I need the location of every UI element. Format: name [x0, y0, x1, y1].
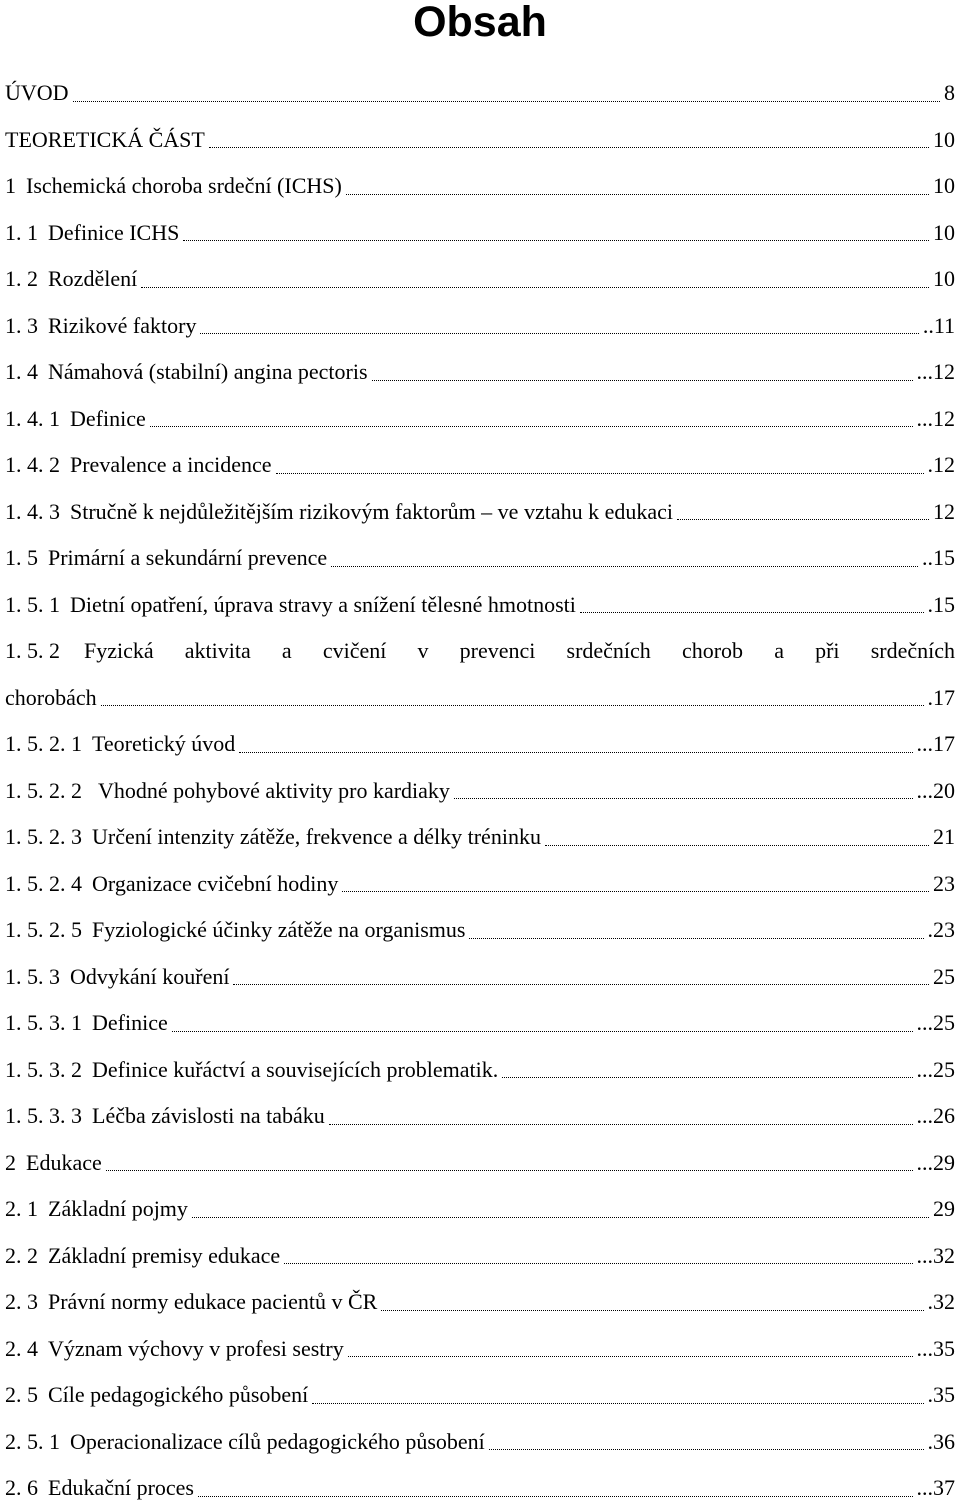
toc-entry[interactable] [5, 256, 955, 303]
toc-entry-number: 2. 5. 1 [5, 1428, 60, 1454]
toc-entry-page: 29 [933, 1196, 955, 1221]
toc-entry-page: 8 [944, 80, 955, 105]
toc-entry-number: 1. 3 [5, 312, 38, 338]
toc-entry-title: Ischemická choroba srdeční (ICHS) [26, 173, 342, 198]
toc-entry[interactable] [5, 1419, 955, 1466]
toc-entry-title: Rizikové faktory [48, 312, 197, 338]
dot-leader [329, 1124, 913, 1125]
toc-entry-title: Odvykání kouření [70, 963, 230, 989]
toc-entry-number: 1. 4. 3 [5, 498, 60, 524]
dot-leader [312, 1403, 923, 1404]
toc-entry-page: ...35 [916, 1335, 955, 1361]
toc-entry-title: Námahová (stabilní) angina pectoris [48, 359, 368, 384]
toc-entry-number: 1. 4. 1 [5, 405, 60, 431]
toc-entry-number: 1. 5. 2. 4 [5, 870, 82, 896]
toc-entry-page: .17 [927, 684, 955, 710]
toc-entry-title: Základní premisy edukace [48, 1242, 281, 1268]
toc-entry-title: Edukační proces [48, 1475, 194, 1500]
toc-entry-title: Fyzická aktivita a cvičení v prevenci srdečních chorob a při srdečních [84, 638, 955, 663]
toc-entry[interactable] [5, 861, 955, 908]
toc-entry-number: 1. 5. 2. 1 [5, 731, 82, 756]
toc-entry-title: Rozdělení [48, 266, 138, 291]
toc-entry-page: ...26 [916, 1103, 955, 1128]
dot-leader [183, 240, 929, 241]
toc-entry[interactable] [5, 675, 955, 722]
toc-entry-number: 2. 3 [5, 1289, 38, 1314]
toc-entry[interactable] [5, 721, 955, 768]
toc-entry-page: 23 [933, 870, 955, 896]
toc-entry-page: ...25 [916, 1056, 955, 1082]
toc-entry[interactable] [5, 117, 955, 164]
toc-entry[interactable] [5, 1465, 955, 1512]
dot-leader [489, 1449, 924, 1450]
dot-leader [198, 1496, 913, 1497]
page-title: Obsah [413, 0, 547, 46]
toc-entry[interactable] [5, 1047, 955, 1094]
toc-entry-number: 1. 5. 3. 2 [5, 1056, 82, 1082]
dot-leader [73, 101, 940, 102]
toc-entry[interactable] [5, 396, 955, 443]
toc-entry-title: Definice [92, 1010, 168, 1035]
toc-entry-page: 21 [933, 824, 955, 849]
toc-entry[interactable] [5, 1140, 955, 1187]
toc-entry-title: Operacionalizace cílů pedagogického působení [70, 1428, 485, 1454]
toc-entry-page: 25 [933, 963, 955, 989]
toc-entry-page: ...29 [916, 1149, 955, 1175]
toc-entry-page: ...25 [916, 1010, 955, 1035]
dot-leader [331, 566, 918, 567]
toc-entry-title: Stručně k nejdůležitějším rizikovým faktorům – ve vztahu k edukaci [70, 498, 673, 524]
toc-entry[interactable] [5, 349, 955, 396]
toc-entry[interactable] [5, 489, 955, 536]
toc-entry-page: ..11 [922, 312, 955, 338]
toc-entry-page: ...37 [916, 1475, 955, 1500]
toc-entry-page: 10 [933, 126, 955, 152]
dot-leader [150, 426, 913, 427]
toc-entry[interactable] [5, 1279, 955, 1326]
toc-entry-page: ..15 [922, 545, 955, 570]
toc-entry-title: chorobách [5, 684, 97, 710]
toc-entry-page: .15 [927, 591, 955, 617]
dot-leader [348, 1356, 913, 1357]
toc-entry-page: ...20 [916, 777, 955, 803]
toc-entry[interactable] [5, 954, 955, 1001]
dot-leader [346, 194, 929, 195]
toc-entry-page: .35 [927, 1382, 955, 1407]
toc-entry-title: Význam výchovy v profesi sestry [48, 1335, 344, 1361]
toc-entry-title: Definice kuřáctví a souvisejících problematik. [92, 1056, 499, 1082]
dot-leader [209, 147, 929, 148]
dot-leader [677, 519, 929, 520]
toc-entry-title: Prevalence a incidence [70, 452, 272, 477]
dot-leader [101, 705, 924, 706]
toc-entry-number: 1. 2 [5, 266, 38, 291]
toc-entry-number: 1. 5. 3. 3 [5, 1103, 82, 1128]
dot-leader [284, 1263, 912, 1264]
toc-entry-page: ...17 [916, 731, 955, 756]
toc-entry-title: Primární a sekundární prevence [48, 545, 328, 570]
toc-entry-page: .32 [927, 1289, 955, 1314]
toc-entry-number: 1. 4 [5, 359, 38, 384]
toc-entry[interactable] [5, 768, 955, 815]
toc-entry-page: ...12 [916, 359, 955, 384]
toc-entry[interactable] [5, 1093, 955, 1140]
toc-entry-number: 1. 5. 2. 5 [5, 917, 82, 942]
toc-entry[interactable] [5, 70, 955, 117]
toc-entry-number: 1. 1 [5, 219, 38, 245]
toc-entry-number: 2. 2 [5, 1242, 38, 1268]
toc-entry[interactable] [5, 442, 955, 489]
toc-entry-title: Definice [70, 405, 146, 431]
dot-leader [172, 1031, 913, 1032]
toc-entry-page: 12 [933, 498, 955, 524]
toc-entry-page: .23 [927, 917, 955, 942]
toc-entry-title: Základní pojmy [48, 1196, 188, 1221]
toc-entry-number: 1. 5. 1 [5, 591, 60, 617]
dot-leader [342, 891, 929, 892]
toc-entry-number: 2. 1 [5, 1196, 38, 1221]
dot-leader [454, 798, 913, 799]
toc-entry-page: ...32 [916, 1242, 955, 1268]
toc-entry-page: ...12 [916, 405, 955, 431]
dot-leader [545, 845, 929, 846]
toc-entry-title: Léčba závislosti na tabáku [92, 1103, 325, 1128]
toc-entry-number: 1 [5, 173, 16, 198]
toc-entry-page: 10 [933, 219, 955, 245]
toc-entry-number: 2 [5, 1149, 16, 1175]
toc-entry[interactable] [5, 303, 955, 350]
toc-entry-number: 1. 5. 3 [5, 963, 60, 989]
toc-entry-number: 2. 6 [5, 1475, 38, 1500]
toc-entry-number: 1. 5. 3. 1 [5, 1010, 82, 1035]
toc-entry[interactable] [5, 907, 955, 954]
toc-entry-page: 10 [933, 173, 955, 198]
toc-entry-number: 1. 5 [5, 545, 38, 570]
toc-entry-title: Teoretický úvod [92, 731, 236, 756]
dot-leader [200, 333, 918, 334]
toc-entry-title: Organizace cvičební hodiny [92, 870, 339, 896]
dot-leader [372, 380, 913, 381]
dot-leader [469, 938, 923, 939]
toc-entry[interactable] [5, 1233, 955, 1280]
toc-entry-title: Definice ICHS [48, 219, 180, 245]
toc-entry-title: Fyziologické účinky zátěže na organismus [92, 917, 466, 942]
toc-entry-page: 10 [933, 266, 955, 291]
toc-entry-title: Dietní opatření, úprava stravy a snížení tělesné hmotnosti [70, 591, 576, 617]
toc-entry[interactable] [5, 1186, 955, 1233]
toc-entry[interactable] [5, 628, 955, 675]
dot-leader [502, 1077, 912, 1078]
toc-entry-title: Edukace [26, 1149, 102, 1175]
toc-entry[interactable] [5, 163, 955, 210]
dot-leader [192, 1217, 929, 1218]
toc-entry-title: ÚVOD [5, 80, 69, 105]
toc-entry-page: .36 [927, 1428, 955, 1454]
dot-leader [239, 752, 912, 753]
toc-entry[interactable] [5, 1000, 955, 1047]
dot-leader [381, 1310, 923, 1311]
table-of-contents [5, 70, 955, 1512]
toc-entry-number: 1. 4. 2 [5, 452, 60, 477]
toc-entry-page: .12 [927, 452, 955, 477]
toc-entry-number: 1. 5. 2 [5, 638, 60, 663]
toc-entry-number: 1. 5. 2. 3 [5, 824, 82, 849]
dot-leader [233, 984, 929, 985]
toc-entry-title: Určení intenzity zátěže, frekvence a délky tréninku [92, 824, 541, 849]
toc-entry-title: Vhodné pohybové aktivity pro kardiaky [98, 777, 450, 803]
dot-leader [580, 612, 924, 613]
toc-entry-number: 2. 5 [5, 1382, 38, 1407]
dot-leader [276, 473, 924, 474]
toc-entry-title: TEORETICKÁ ČÁST [5, 126, 205, 152]
toc-entry-title: Cíle pedagogického působení [48, 1382, 309, 1407]
dot-leader [106, 1170, 913, 1171]
toc-entry-number: 2. 4 [5, 1335, 38, 1361]
toc-entry[interactable] [5, 814, 955, 861]
dot-leader [141, 287, 929, 288]
toc-entry[interactable] [5, 210, 955, 257]
toc-entry-title: Právní normy edukace pacientů v ČR [48, 1289, 378, 1314]
toc-entry[interactable] [5, 1326, 955, 1373]
toc-entry[interactable] [5, 1372, 955, 1419]
toc-entry[interactable] [5, 582, 955, 629]
toc-entry-number: 1. 5. 2. 2 [5, 777, 82, 803]
toc-entry[interactable] [5, 535, 955, 582]
